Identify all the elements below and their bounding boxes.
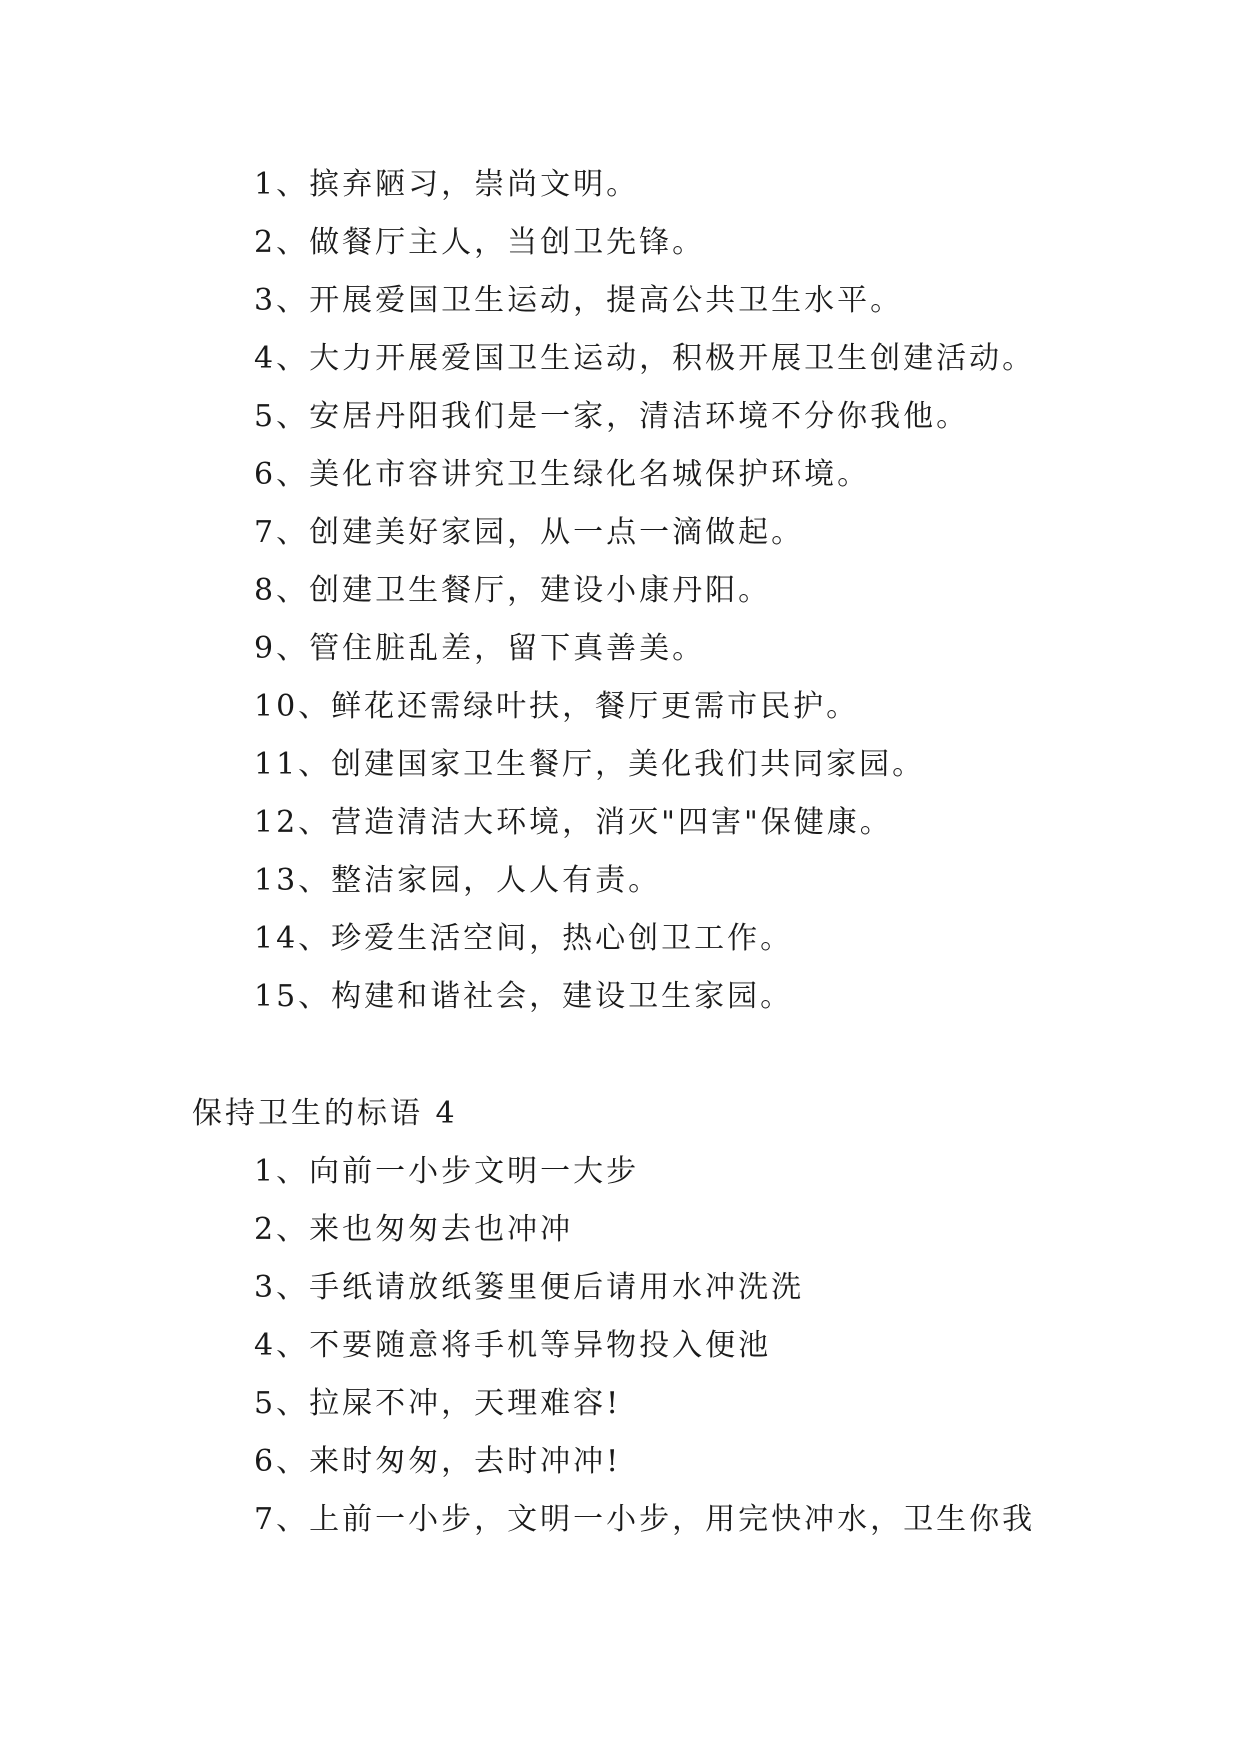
list-item: 6、来时匆匆，去时冲冲! (254, 1444, 622, 1479)
slogan-list-section-2 (254, 1143, 1035, 1549)
list-item: 5、安居丹阳我们是一家，清洁环境不分你我他。 (254, 399, 970, 434)
list-item: 14、珍爱生活空间，热心创卫工作。 (254, 921, 794, 956)
slogan-list-section-1 (254, 156, 1035, 1026)
list-item: 8、创建卫生餐厅，建设小康丹阳。 (254, 573, 772, 608)
list-item: 5、拉屎不冲，天理难容! (254, 1386, 622, 1421)
list-item: 1、向前一小步文明一大步 (254, 1154, 640, 1189)
list-item: 2、来也匆匆去也冲冲 (254, 1212, 574, 1247)
list-item: 10、鲜花还需绿叶扶，餐厅更需市民护。 (254, 689, 860, 724)
list-item: 1、摈弃陋习，崇尚文明。 (254, 167, 640, 202)
list-item: 15、构建和谐社会，建设卫生家园。 (254, 979, 794, 1014)
section-heading: 保持卫生的标语 4 (192, 1096, 458, 1131)
list-item: 3、开展爱国卫生运动，提高公共卫生水平。 (254, 283, 904, 318)
list-item: 11、创建国家卫生餐厅，美化我们共同家园。 (254, 747, 926, 782)
list-item: 2、做餐厅主人，当创卫先锋。 (254, 225, 706, 260)
list-item: 6、美化市容讲究卫生绿化名城保护环境。 (254, 457, 871, 492)
list-item: 4、不要随意将手机等异物投入便池 (254, 1328, 772, 1363)
list-item: 7、创建美好家园，从一点一滴做起。 (254, 515, 805, 550)
list-item: 12、营造清洁大环境，消灭"四害"保健康。 (254, 805, 893, 840)
list-item: 9、管住脏乱差，留下真善美。 (254, 631, 706, 666)
list-item: 4、大力开展爱国卫生运动，积极开展卫生创建活动。 (254, 341, 1036, 376)
list-item: 3、手纸请放纸篓里便后请用水冲洗洗 (254, 1270, 805, 1305)
list-item: 13、整洁家园，人人有责。 (254, 863, 662, 898)
list-item: 7、上前一小步，文明一小步，用完快冲水，卫生你我 (254, 1502, 1036, 1537)
